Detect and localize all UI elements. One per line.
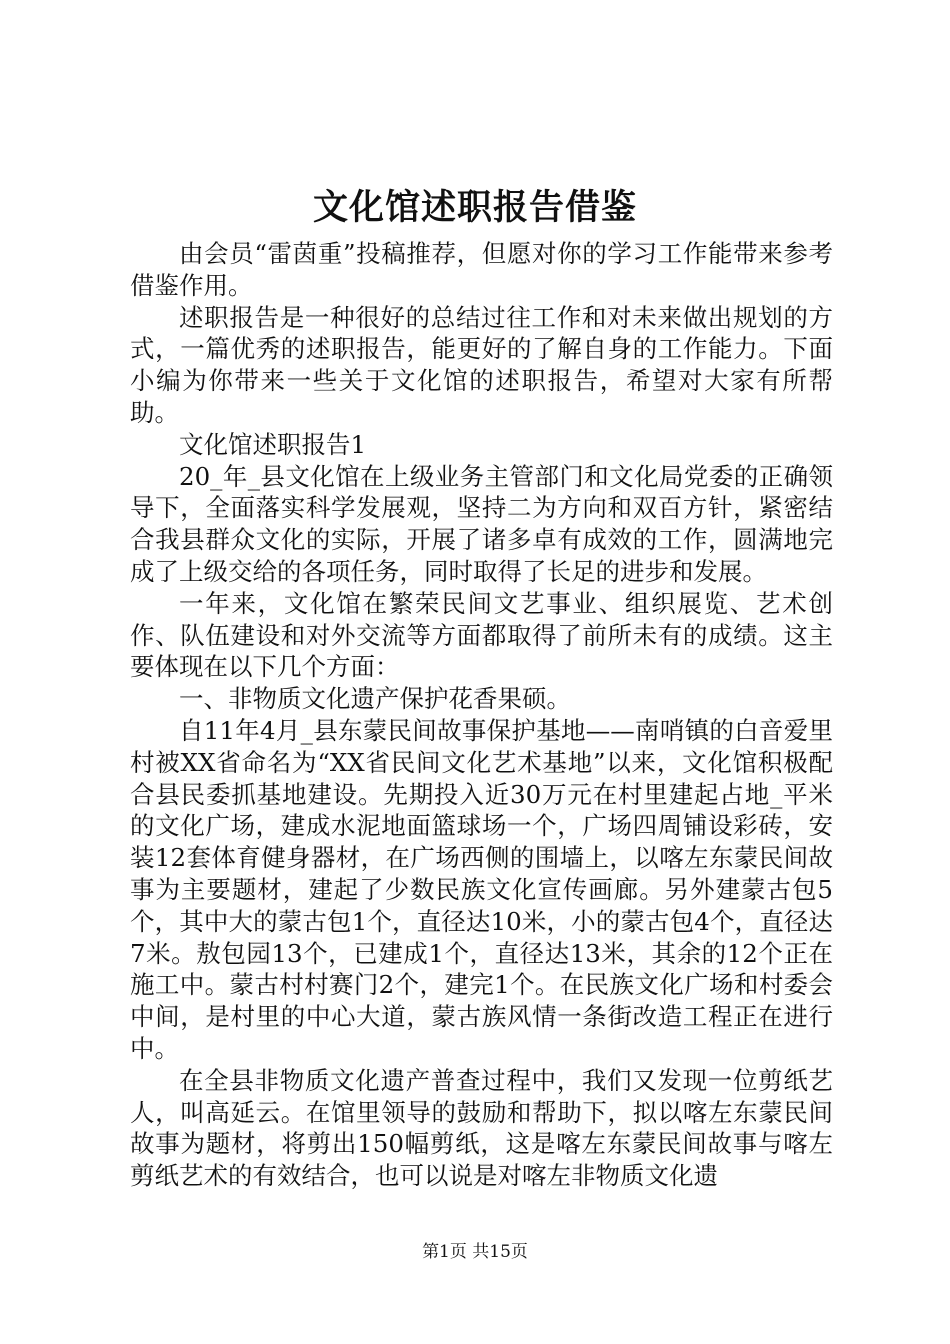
paragraph-overview: 20_年_县文化馆在上级业务主管部门和文化局党委的正确领导下，全面落实科学发展观，坚持二为方向和双百方针，紧密结合我县群众文化的实际，开展了诸多卓有成效的工作，圆满地完成了上级交给的各项任务，同时取得了长足的进步和发展。 [130, 461, 833, 586]
page-title: 文化馆述职报告借鉴 [312, 187, 637, 228]
document-body [130, 238, 833, 1192]
paragraph-summary: 一年来，文化馆在繁荣民间文艺事业、组织展览、艺术创作、队伍建设和对外交流等方面都取得了前所未有的成绩。这主要体现在以下几个方面： [130, 588, 833, 682]
page-number-footer: 第1页 共15页 [422, 1242, 528, 1262]
subsection-heading: 一、非物质文化遗产保护花香果硕。 [179, 684, 571, 714]
paragraph-paper-cutting: 在全县非物质文化遗产普查过程中，我们又发现一位剪纸艺人，叫高延云。在馆里领导的鼓励和帮助下，拟以喀左东蒙民间故事为题材，将剪出150幅剪纸，这是喀左东蒙民间故事与喀左剪纸艺术的有效结合，也可以说是对喀左非物质文化遗 [130, 1065, 833, 1191]
section-heading: 文化馆述职报告1 [179, 429, 367, 459]
paragraph-base-construction: 自11年4月_县东蒙民间故事保护基地——南哨镇的白音爱里村被XX省命名为“XX省民间文化艺术基地”以来，文化馆积极配合县民委抓基地建设。先期投入近30万元在村里建起占地_平米的文化广场，建成水泥地面篮球场一个，广场四周铺设彩砖，安装12套体育健身器材，在广场西侧的围墙上，以喀左东蒙民间故事为主要题材，建起了少数民族文化宣传画廊。另外建蒙古包5个，其中大的蒙古包1个，直径达10米，小的蒙古包4个，直径达7米。敖包园13个，已建成1个，直径达13米，其余的12个正在施工中。蒙古村村赛门2个，建完1个。在民族文化广场和村委会中间，是村里的中心大道，蒙古族风情一条街改造工程正在进行中。 [130, 715, 833, 1063]
paragraph-intro: 由会员“雷茵重”投稿推荐，但愿对你的学习工作能带来参考借鉴作用。 [130, 239, 833, 300]
paragraph-preface: 述职报告是一种很好的总结过往工作和对未来做出规划的方式，一篇优秀的述职报告，能更好的了解自身的工作能力。下面小编为你带来一些关于文化馆的述职报告，希望对大家有所帮助。 [130, 302, 833, 427]
